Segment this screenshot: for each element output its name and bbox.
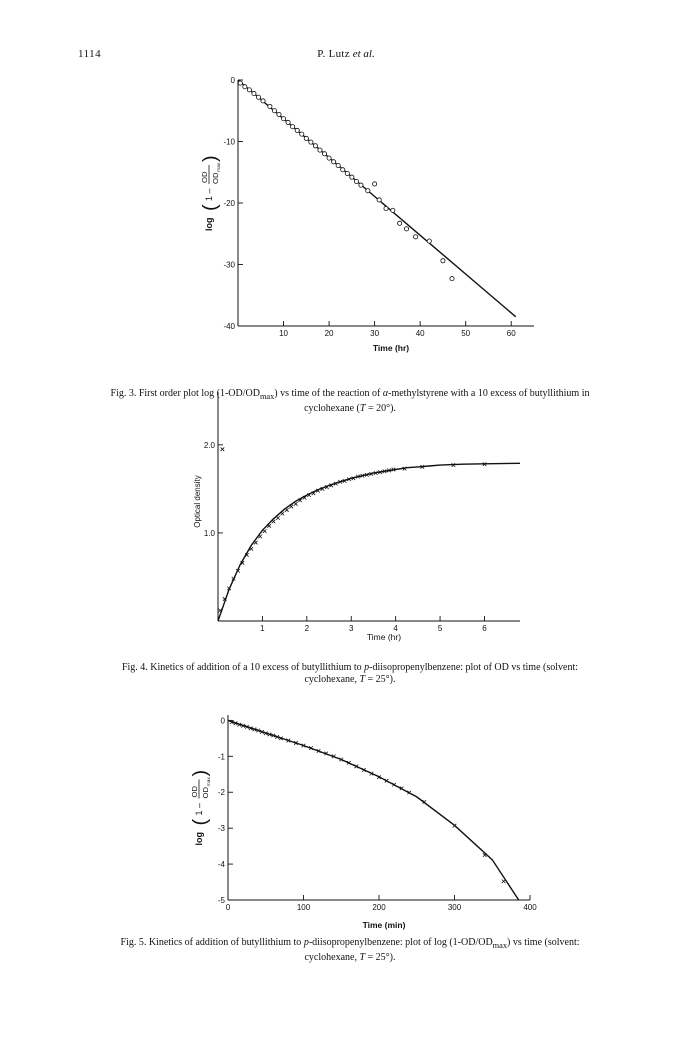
fig5-data-point (502, 880, 506, 884)
fig3-y-axis-label-paren-open: ( (199, 204, 221, 211)
figure-3-chart (0, 68, 692, 388)
fig3-data-point (300, 132, 304, 136)
fig3-data-point (322, 152, 326, 156)
fig3-x-tick-label: 60 (506, 329, 516, 338)
figure-4-caption-var: T (359, 674, 366, 685)
fig4-x-tick-label: 4 (393, 624, 398, 633)
fig3-x-tick-label: 30 (370, 329, 380, 338)
fig5-y-axis-label-one-minus: 1 – (194, 802, 204, 816)
fig5-y-tick-label: -1 (217, 752, 225, 762)
fig3-x-tick-label: 20 (324, 329, 334, 338)
fig3-y-tick-label: -20 (223, 199, 235, 208)
figure-5-caption-mid2: ) vs time (solvent: cyclohexane, (304, 937, 580, 963)
fig3-y-axis-label-one-minus: 1 – (204, 188, 214, 201)
fig5-y-axis-label-paren-close: ) (189, 769, 211, 777)
fig3-x-tick-label: 40 (415, 329, 425, 338)
figure-5-caption-sub: max (492, 941, 508, 950)
figure-4-caption (110, 662, 590, 686)
fig3-y-tick-label: 0 (230, 76, 235, 85)
fig3-data-point (313, 144, 317, 148)
fig3-data-point (427, 239, 431, 243)
fig3-data-point (336, 163, 340, 167)
fig5-y-tick-label: -2 (217, 788, 225, 798)
fig4-x-tick-label: 6 (482, 624, 487, 633)
fig3-data-point (252, 91, 256, 95)
fig4-data-point (254, 541, 258, 545)
fig5-y-axis-label-denominator-sub: max (207, 777, 212, 787)
fig5-y-tick-label: 0 (220, 716, 225, 726)
fig5-x-tick-label: 200 (372, 903, 386, 912)
figure-5-caption (110, 937, 590, 964)
figure-3-caption-end: = 20°). (365, 403, 396, 414)
fig3-data-point (359, 183, 363, 187)
fig5-y-axis-label-numerator: OD (190, 786, 199, 798)
fig4-x-tick-label: 3 (349, 624, 354, 633)
fig3-data-point (281, 117, 285, 121)
fig3-data-point (277, 112, 281, 116)
fig3-data-point (345, 171, 349, 175)
fig4-data-point (281, 512, 285, 516)
fig3-data-point (309, 140, 313, 144)
fig4-fit-curve (218, 463, 520, 621)
fig3-y-axis-label-numerator: OD (200, 171, 209, 183)
fig5-y-tick-label: -5 (217, 896, 225, 905)
fig3-data-point (332, 160, 336, 164)
fig4-x-tick-label: 2 (304, 624, 310, 633)
fig4-y-tick-label: 1.0 (203, 528, 215, 538)
figure-4-chart (0, 374, 692, 644)
fig4-data-point (267, 524, 271, 528)
fig3-data-point (247, 88, 251, 92)
fig4-data-point (221, 447, 225, 451)
fig3-data-point (441, 259, 445, 263)
fig3-data-point (398, 221, 402, 225)
fig5-y-axis-label-denominator: OD (201, 787, 210, 799)
fig3-data-point (268, 104, 272, 108)
fig3-data-point (327, 156, 331, 160)
figure-3-caption-var: T (359, 403, 366, 414)
fig5-x-tick-label: 300 (447, 903, 462, 912)
figure-3-caption-mid: ) vs time of the reaction of (274, 388, 383, 399)
fig3-y-tick-label: -40 (223, 322, 235, 331)
fig4-data-point (289, 505, 293, 509)
fig4-data-point (285, 508, 289, 512)
figure-5-caption-italic: p (303, 937, 309, 948)
fig3-y-axis-label-text: log (204, 217, 214, 231)
fig3-y-axis-label-paren-close: ) (199, 155, 221, 162)
figure-3-caption-sub: max (259, 392, 275, 401)
figure-4-caption-prefix: Fig. 4. Kinetics of addition of a 10 excess of butyllithium to (121, 662, 365, 673)
figure-4-caption-end: = 25°). (365, 674, 396, 685)
fig3-data-point (243, 85, 247, 89)
figure-3-caption-prefix: Fig. 3. First order plot log (1-OD/OD (110, 388, 260, 399)
fig5-y-axis-label-paren-open: ( (189, 818, 211, 826)
fig3-y-tick-label: -30 (223, 260, 235, 270)
fig3-data-point (256, 95, 260, 99)
fig4-data-point (272, 520, 276, 524)
fig3-data-point (291, 125, 295, 129)
fig4-x-tick-label: 5 (437, 624, 443, 633)
fig3-data-point (341, 168, 345, 172)
fig5-y-tick-label: -4 (217, 860, 225, 870)
fig3-data-point (414, 235, 418, 239)
fig3-y-axis-label-denominator-sub: max (217, 162, 222, 172)
fig3-x-tick-label: 50 (461, 329, 471, 338)
running-head (0, 48, 692, 60)
fig3-data-point (373, 182, 377, 186)
figure-5-caption-end: = 25°). (365, 952, 396, 963)
figure-5-caption-var: T (359, 952, 366, 963)
figure-5-chart (0, 700, 692, 940)
fig3-x-tick-label: 10 (279, 329, 288, 338)
fig4-y-axis-label: Optical density (193, 475, 202, 528)
fig3-data-point (384, 206, 388, 210)
fig3-data-point (272, 109, 276, 113)
figure-5-caption-mid: -diisopropenylbenzene: plot of log (1-OD/OD (308, 937, 493, 948)
fig4-x-tick-label: 1 (260, 624, 265, 633)
fig3-y-axis-label-denominator: OD (211, 172, 220, 184)
figure-4-caption-mid: -diisopropenylbenzene: plot of OD vs time (solvent: cyclohexane, (304, 662, 579, 685)
fig4-x-axis-label: Time (hr) (366, 632, 402, 642)
fig3-data-point (286, 120, 290, 124)
figure-4-caption-italic: p (364, 662, 370, 673)
figure-5-caption-prefix: Fig. 5. Kinetics of addition of butyllithium to (120, 937, 304, 948)
fig3-data-point (404, 227, 408, 231)
fig5-fit-curve (228, 720, 519, 900)
figure-3-caption-suffix: -methylstyrene with a 10 excess of butyllithium in cyclohexane ( (304, 388, 590, 414)
fig3-data-point (318, 148, 322, 152)
fig4-data-point (263, 529, 267, 533)
fig3-data-point (350, 175, 354, 179)
fig5-y-axis-label-text: log (194, 832, 204, 846)
fig5-x-tick-label: 100 (296, 903, 311, 912)
fig3-data-point (304, 136, 308, 140)
fig4-data-point (258, 535, 262, 539)
fig5-y-tick-label: -3 (217, 824, 225, 834)
fig3-data-point (238, 81, 242, 85)
fig3-data-point (295, 128, 299, 132)
fig5-x-tick-label: 0 (225, 903, 231, 912)
fig4-y-tick-label: 2.0 (203, 440, 215, 450)
figure-3-caption-greek: α (382, 388, 389, 399)
page-number: 1114 (78, 48, 102, 60)
running-head-etal: et al. (352, 48, 375, 60)
fig4-data-point (276, 516, 280, 520)
fig3-data-point (450, 277, 454, 281)
fig5-data-point (483, 853, 487, 857)
fig3-y-tick-label: -10 (223, 137, 235, 147)
fig3-data-point (366, 189, 370, 193)
fig3-y-axis-label (199, 155, 222, 231)
running-head-authors: P. Lutz (317, 48, 350, 60)
fig3-data-point (391, 208, 395, 212)
fig3-x-axis-label: Time (hr) (372, 343, 410, 353)
fig5-x-tick-label: 400 (523, 903, 537, 912)
fig3-data-point (261, 99, 265, 103)
fig3-data-point (354, 179, 358, 183)
fig5-x-axis-label: Time (min) (362, 920, 406, 930)
fig3-data-point (377, 198, 381, 202)
fig4-data-point (294, 502, 298, 506)
fig5-y-axis-label (189, 770, 212, 846)
